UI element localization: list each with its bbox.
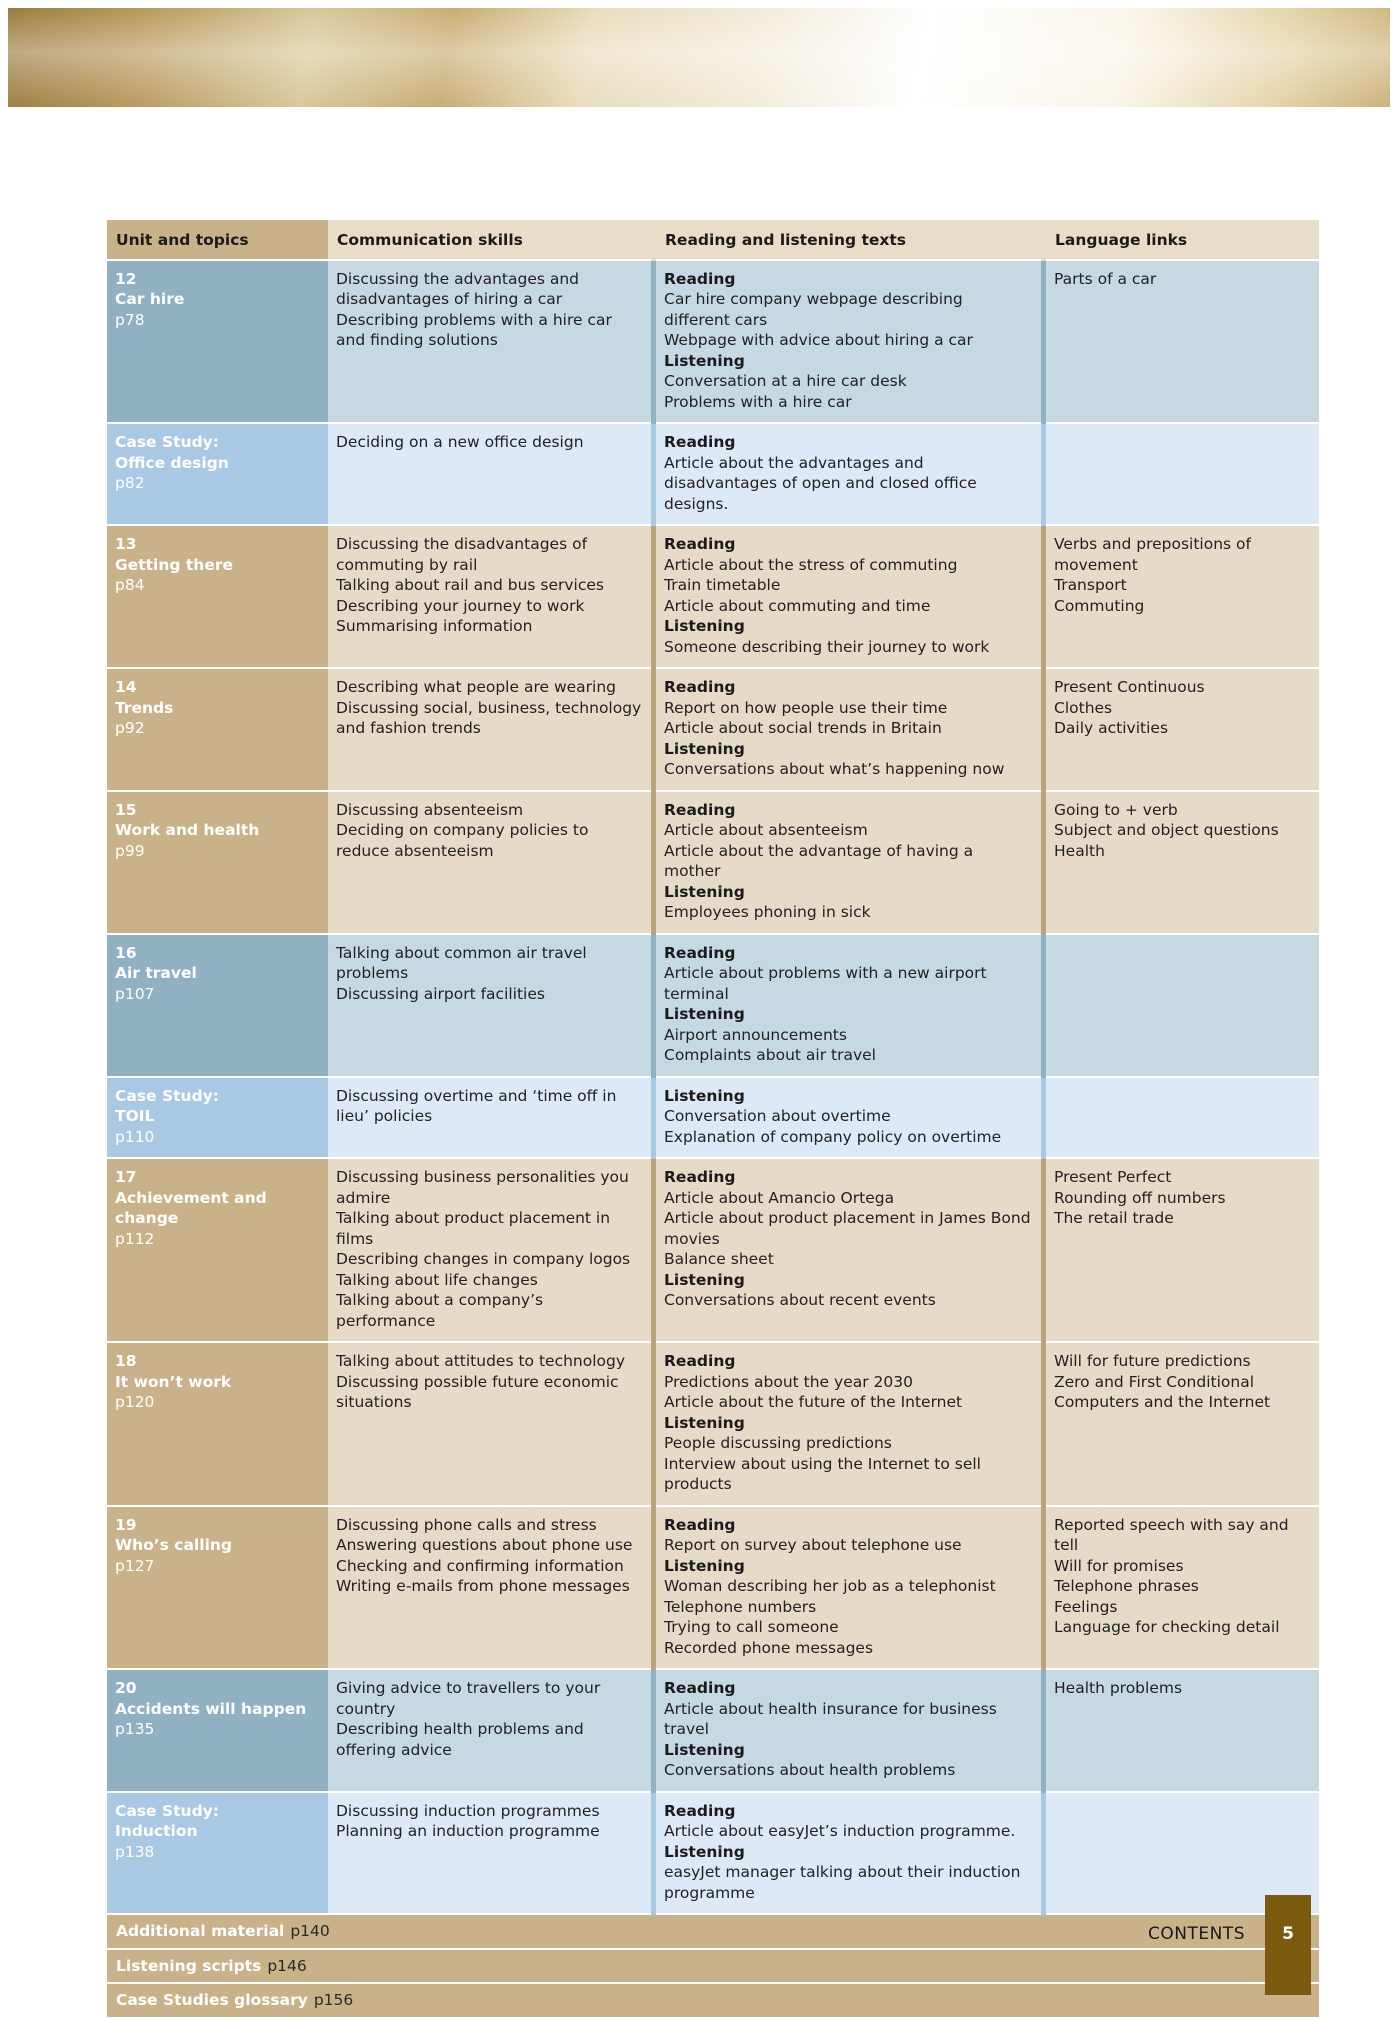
reading-heading: Reading bbox=[664, 678, 736, 696]
language-links-cell bbox=[1044, 791, 1320, 934]
skills-cell bbox=[328, 791, 654, 934]
texts-cell bbox=[654, 423, 1044, 525]
listening-heading: Listening bbox=[664, 739, 745, 758]
language-links-cell bbox=[1044, 1342, 1320, 1506]
reading-item: Car hire company webpage describing different cars bbox=[664, 290, 963, 329]
listening-item: Conversations about recent events bbox=[664, 1291, 936, 1309]
reading-heading: Reading bbox=[664, 1801, 736, 1820]
language-links-cell bbox=[1044, 934, 1320, 1077]
unit-page[interactable]: p107 bbox=[115, 984, 155, 1003]
unit-page[interactable]: p110 bbox=[115, 1127, 155, 1146]
unit-page[interactable]: p84 bbox=[115, 576, 145, 594]
unit-cell bbox=[107, 1669, 328, 1792]
unit-cell bbox=[107, 1792, 328, 1915]
unit-cell bbox=[107, 260, 328, 424]
unit-cell bbox=[107, 934, 328, 1077]
texts-cell bbox=[654, 525, 1044, 668]
language-link-item: Present Continuous bbox=[1054, 678, 1205, 696]
extra-cell bbox=[107, 1949, 1319, 1984]
unit-number: 20 bbox=[115, 1679, 137, 1697]
unit-title: Office design bbox=[115, 453, 229, 472]
unit-title: Work and health bbox=[115, 821, 260, 839]
table-header-row bbox=[107, 220, 1319, 260]
reading-heading: Reading bbox=[664, 800, 736, 819]
language-link-item: Transport bbox=[1054, 576, 1127, 594]
language-link-item: Zero and First Conditional bbox=[1054, 1372, 1255, 1391]
language-link-item: Rounding off numbers bbox=[1054, 1188, 1226, 1207]
skills-cell bbox=[328, 1342, 654, 1506]
listening-heading: Listening bbox=[664, 1413, 745, 1432]
unit-number: 12 bbox=[115, 269, 137, 288]
extra-title: Listening scripts bbox=[116, 1956, 262, 1975]
listening-item: Conversations about health problems bbox=[664, 1761, 956, 1779]
language-link-item: Reported speech with say and tell bbox=[1054, 1515, 1289, 1554]
skill-item: Describing what people are wearing bbox=[336, 678, 616, 696]
unit-number: 18 bbox=[115, 1352, 137, 1370]
reading-heading: Reading bbox=[664, 1515, 736, 1534]
texts-cell bbox=[654, 668, 1044, 791]
listening-item: Employees phoning in sick bbox=[664, 903, 871, 921]
listening-heading: Listening bbox=[664, 351, 745, 370]
skill-item: Deciding on company policies to reduce absenteeism bbox=[336, 821, 589, 860]
unit-title: Who’s calling bbox=[115, 1536, 233, 1554]
table-row bbox=[107, 791, 1319, 934]
unit-title: TOIL bbox=[115, 1107, 155, 1125]
table-row bbox=[107, 934, 1319, 1077]
skills-cell bbox=[328, 934, 654, 1077]
skill-item: Talking about product placement in films bbox=[336, 1209, 611, 1248]
contents-body bbox=[107, 260, 1319, 2018]
skill-item: Talking about a company’s performance bbox=[336, 1291, 544, 1330]
unit-cell bbox=[107, 1077, 328, 1159]
reading-item: Article about easyJet’s induction programme. bbox=[664, 1822, 1016, 1840]
reading-item: Balance sheet bbox=[664, 1250, 774, 1268]
skill-item: Talking about attitudes to technology bbox=[336, 1352, 626, 1370]
language-link-item: The retail trade bbox=[1054, 1209, 1174, 1227]
language-links-cell bbox=[1044, 423, 1320, 525]
listening-item: Conversation about overtime bbox=[664, 1107, 891, 1125]
header-unit-and-topics: Unit and topics bbox=[107, 220, 328, 260]
unit-number: 16 bbox=[115, 943, 137, 962]
skill-item: Answering questions about phone use bbox=[336, 1536, 633, 1554]
listening-item: Conversations about what’s happening now bbox=[664, 760, 1005, 778]
texts-cell bbox=[654, 1669, 1044, 1792]
listening-heading: Listening bbox=[664, 1005, 745, 1023]
unit-page[interactable]: p138 bbox=[115, 1842, 155, 1861]
reading-heading: Reading bbox=[664, 433, 736, 451]
unit-page[interactable]: p112 bbox=[115, 1229, 155, 1248]
language-links-cell bbox=[1044, 525, 1320, 668]
page-number-box bbox=[1265, 1895, 1311, 1995]
texts-cell bbox=[654, 1506, 1044, 1670]
texts-cell bbox=[654, 934, 1044, 1077]
unit-title: Air travel bbox=[115, 964, 197, 982]
skill-item: Talking about rail and bus services bbox=[336, 576, 604, 594]
reading-item: Article about the advantage of having a mother bbox=[664, 841, 974, 880]
listening-item: Someone describing their journey to work bbox=[664, 637, 990, 656]
listening-item: Interview about using the Internet to sell products bbox=[664, 1454, 981, 1493]
reading-heading: Reading bbox=[664, 943, 736, 962]
unit-number: Case Study: bbox=[115, 1801, 219, 1820]
header-reading-listening: Reading and listening texts bbox=[654, 220, 1044, 260]
reading-item: Article about problems with a new airport terminal bbox=[664, 964, 987, 1003]
unit-number: 13 bbox=[115, 535, 137, 553]
language-link-item: Health problems bbox=[1054, 1679, 1183, 1697]
extra-page[interactable]: p140 bbox=[290, 1922, 330, 1940]
language-link-item: Language for checking detail bbox=[1054, 1618, 1280, 1636]
skills-cell bbox=[328, 1158, 654, 1342]
skill-item: Deciding on a new office design bbox=[336, 433, 584, 451]
skill-item: Describing changes in company logos bbox=[336, 1250, 631, 1268]
skills-cell bbox=[328, 525, 654, 668]
unit-cell bbox=[107, 668, 328, 791]
listening-item: Problems with a hire car bbox=[664, 392, 852, 411]
table-row bbox=[107, 1342, 1319, 1506]
extra-page[interactable]: p156 bbox=[313, 1991, 354, 2009]
skill-item: Discussing airport facilities bbox=[336, 984, 545, 1003]
skill-item: Describing health problems and offering advice bbox=[336, 1720, 584, 1759]
reading-heading: Reading bbox=[664, 269, 736, 288]
extra-page[interactable]: p146 bbox=[267, 1956, 307, 1975]
skills-cell bbox=[328, 1077, 654, 1159]
reading-item: Article about absenteeism bbox=[664, 821, 868, 839]
language-links-cell bbox=[1044, 1077, 1320, 1159]
listening-heading: Listening bbox=[664, 1270, 745, 1289]
listening-item: Conversation at a hire car desk bbox=[664, 372, 907, 390]
reading-item: Article about product placement in James Bond movies bbox=[664, 1209, 1031, 1248]
unit-page[interactable]: p99 bbox=[115, 841, 145, 860]
language-link-item: Present Perfect bbox=[1054, 1168, 1172, 1186]
reading-item: Article about Amancio Ortega bbox=[664, 1188, 895, 1207]
unit-cell bbox=[107, 525, 328, 668]
header-language-links: Language links bbox=[1044, 220, 1320, 260]
reading-item: Article about the advantages and disadvantages of open and closed office designs. bbox=[664, 453, 977, 513]
reading-heading: Reading bbox=[664, 535, 736, 553]
reading-item: Article about the future of the Internet bbox=[664, 1393, 963, 1411]
listening-heading: Listening bbox=[664, 1842, 745, 1861]
listening-item: Telephone numbers bbox=[664, 1597, 817, 1616]
table-row bbox=[107, 668, 1319, 791]
listening-item: Explanation of company policy on overtime bbox=[664, 1127, 1002, 1146]
texts-cell bbox=[654, 1792, 1044, 1915]
reading-item: Article about health insurance for business travel bbox=[664, 1699, 997, 1738]
listening-item: Recorded phone messages bbox=[664, 1638, 874, 1657]
skill-item: Giving advice to travellers to your country bbox=[336, 1679, 601, 1718]
skill-item: Discussing phone calls and stress bbox=[336, 1515, 597, 1534]
extra-row bbox=[107, 1949, 1319, 1984]
skill-item: Writing e-mails from phone messages bbox=[336, 1577, 630, 1595]
skill-item: Talking about common air travel problems bbox=[336, 943, 587, 982]
listening-item: Complaints about air travel bbox=[664, 1046, 876, 1064]
skill-item: Summarising information bbox=[336, 617, 533, 635]
language-link-item: Health bbox=[1054, 841, 1105, 860]
unit-title: Getting there bbox=[115, 555, 234, 574]
language-link-item: Will for promises bbox=[1054, 1556, 1184, 1575]
texts-cell bbox=[654, 1077, 1044, 1159]
language-links-cell bbox=[1044, 260, 1320, 424]
skill-item: Checking and confirming information bbox=[336, 1556, 624, 1575]
listening-item: People discussing predictions bbox=[664, 1434, 892, 1452]
language-link-item: Feelings bbox=[1054, 1597, 1118, 1616]
language-link-item: Clothes bbox=[1054, 698, 1113, 717]
skills-cell bbox=[328, 260, 654, 424]
reading-item: Predictions about the year 2030 bbox=[664, 1372, 913, 1391]
extra-cell bbox=[107, 1983, 1319, 2018]
language-links-cell bbox=[1044, 1669, 1320, 1792]
reading-heading: Reading bbox=[664, 1679, 736, 1697]
skill-item: Discussing social, business, technology and fashion trends bbox=[336, 698, 642, 737]
skill-item: Talking about life changes bbox=[336, 1270, 538, 1289]
language-link-item: Telephone phrases bbox=[1054, 1577, 1199, 1595]
skill-item: Discussing absenteeism bbox=[336, 800, 524, 819]
unit-page[interactable]: p135 bbox=[115, 1720, 155, 1738]
unit-title: Car hire bbox=[115, 290, 185, 308]
listening-heading: Listening bbox=[664, 1556, 745, 1575]
listening-heading: Listening bbox=[664, 1086, 745, 1105]
page-number: 5 bbox=[1282, 1924, 1294, 1944]
skills-cell bbox=[328, 668, 654, 791]
language-links-cell bbox=[1044, 668, 1320, 791]
reading-item: Article about commuting and time bbox=[664, 596, 931, 615]
table-row bbox=[107, 1506, 1319, 1670]
skill-item: Describing your journey to work bbox=[336, 596, 585, 615]
unit-number: 14 bbox=[115, 678, 137, 696]
language-link-item: Going to + verb bbox=[1054, 800, 1178, 819]
unit-cell bbox=[107, 1342, 328, 1506]
reading-item: Report on how people use their time bbox=[664, 698, 948, 717]
listening-heading: Listening bbox=[664, 882, 745, 901]
skills-cell bbox=[328, 1792, 654, 1915]
skill-item: Discussing the advantages and disadvantages of hiring a car bbox=[336, 269, 580, 308]
unit-cell bbox=[107, 791, 328, 934]
table-row bbox=[107, 525, 1319, 668]
unit-page[interactable]: p92 bbox=[115, 719, 145, 737]
language-link-item: Computers and the Internet bbox=[1054, 1393, 1271, 1411]
skills-cell bbox=[328, 423, 654, 525]
table-row bbox=[107, 1077, 1319, 1159]
listening-item: easyJet manager talking about their induction programme bbox=[664, 1863, 1021, 1902]
texts-cell bbox=[654, 260, 1044, 424]
listening-item: Trying to call someone bbox=[664, 1618, 839, 1636]
table-row bbox=[107, 1792, 1319, 1915]
language-link-item: Parts of a car bbox=[1054, 269, 1157, 288]
reading-item: Report on survey about telephone use bbox=[664, 1536, 962, 1554]
reading-item: Article about social trends in Britain bbox=[664, 719, 942, 737]
unit-cell bbox=[107, 1158, 328, 1342]
unit-title: Accidents will happen bbox=[115, 1699, 307, 1718]
listening-item: Airport announcements bbox=[664, 1025, 847, 1044]
footer-contents-label: CONTENTS bbox=[1148, 1924, 1245, 1944]
skill-item: Discussing business personalities you admire bbox=[336, 1168, 629, 1207]
header-communication-skills: Communication skills bbox=[328, 220, 654, 260]
extra-row bbox=[107, 1983, 1319, 2018]
unit-number: 19 bbox=[115, 1515, 137, 1534]
extra-title: Additional material bbox=[116, 1922, 285, 1940]
contents-table bbox=[107, 220, 1319, 2019]
skill-item: Discussing overtime and ‘time off in lieu’ policies bbox=[336, 1086, 617, 1125]
unit-number: 15 bbox=[115, 800, 137, 819]
unit-number: 17 bbox=[115, 1168, 137, 1186]
unit-title: Achievement and bbox=[115, 1188, 267, 1207]
unit-page[interactable]: p82 bbox=[115, 474, 145, 492]
language-link-item: Daily activities bbox=[1054, 719, 1169, 737]
skills-cell bbox=[328, 1669, 654, 1792]
table-row bbox=[107, 423, 1319, 525]
texts-cell bbox=[654, 1342, 1044, 1506]
texts-cell bbox=[654, 1158, 1044, 1342]
reading-heading: Reading bbox=[664, 1168, 736, 1186]
table-row bbox=[107, 260, 1319, 424]
texts-cell bbox=[654, 791, 1044, 934]
table-row bbox=[107, 1669, 1319, 1792]
skill-item: Discussing possible future economic situations bbox=[336, 1372, 619, 1411]
skill-item: Discussing the disadvantages of commuting by rail bbox=[336, 535, 588, 574]
language-link-item: Verbs and prepositions of movement bbox=[1054, 535, 1251, 574]
skill-item: Discussing induction programmes bbox=[336, 1801, 600, 1820]
skills-cell bbox=[328, 1506, 654, 1670]
reading-heading: Reading bbox=[664, 1352, 736, 1370]
unit-title: change bbox=[115, 1209, 179, 1227]
listening-heading: Listening bbox=[664, 1740, 745, 1759]
listening-heading: Listening bbox=[664, 617, 745, 635]
language-links-cell bbox=[1044, 1506, 1320, 1670]
reading-item: Train timetable bbox=[664, 576, 781, 594]
unit-title: Induction bbox=[115, 1822, 198, 1840]
unit-number: Case Study: bbox=[115, 1086, 219, 1105]
unit-page[interactable]: p127 bbox=[115, 1556, 155, 1575]
unit-cell bbox=[107, 1506, 328, 1670]
header-banner bbox=[8, 8, 1390, 107]
unit-cell bbox=[107, 423, 328, 525]
language-link-item: Subject and object questions bbox=[1054, 821, 1279, 839]
reading-item: Article about the stress of commuting bbox=[664, 555, 958, 574]
skill-item: Describing problems with a hire car and finding solutions bbox=[336, 310, 612, 349]
unit-page[interactable]: p78 bbox=[115, 310, 145, 329]
unit-title: It won’t work bbox=[115, 1372, 232, 1391]
language-link-item: Commuting bbox=[1054, 596, 1145, 615]
language-links-cell bbox=[1044, 1158, 1320, 1342]
skill-item: Planning an induction programme bbox=[336, 1822, 600, 1840]
unit-number: Case Study: bbox=[115, 433, 219, 451]
language-link-item: Will for future predictions bbox=[1054, 1352, 1251, 1370]
unit-title: Trends bbox=[115, 698, 174, 717]
extra-title: Case Studies glossary bbox=[116, 1991, 308, 2009]
table-row bbox=[107, 1158, 1319, 1342]
unit-page[interactable]: p120 bbox=[115, 1393, 155, 1411]
listening-item: Woman describing her job as a telephonist bbox=[664, 1577, 996, 1595]
reading-item: Webpage with advice about hiring a car bbox=[664, 331, 973, 349]
